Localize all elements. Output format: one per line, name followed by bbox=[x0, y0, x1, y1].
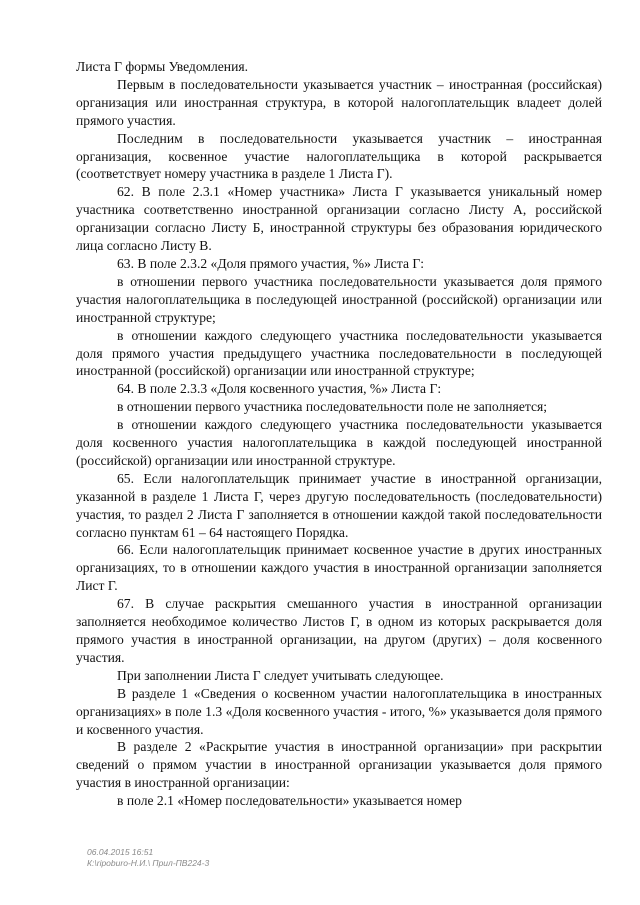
paragraph-63: 63. В поле 2.3.2 «Доля прямого участия, %» Листа Г: bbox=[117, 255, 425, 271]
paragraph-section-1: В разделе 1 «Сведения о косвенном участии налогоплательщика в иностранных организациях» в поле 1.3 «Доля косвенного участия - итого, %» указывается доля прямого и косвенного участия. bbox=[76, 685, 602, 737]
paragraph-64-first: в отношении первого участника последовательности поле не заполняется; bbox=[117, 399, 548, 415]
paragraph-first-participant: Первым в последовательности указывается участник – иностранная (российская) организация или иностранная структура, в которой налогоплательщик владеет долей прямого участия. bbox=[76, 76, 602, 128]
paragraph-67: 67. В случае раскрытия смешанного участия в иностранной организации заполняется необходимое количество Листов Г, в одном из которых раскрывается доля прямого участия в иностранной организации, на другом (других) – доля косвенного участия. bbox=[76, 596, 602, 665]
paragraph-filling-note: При заполнении Листа Г следует учитывать следующее. bbox=[117, 667, 444, 683]
paragraph-continuation: Листа Г формы Уведомления. bbox=[76, 59, 249, 74]
paragraph-62: 62. В поле 2.3.1 «Номер участника» Листа Г указывается уникальный номер участника соответственно иностранной организации согласно Листу А, российской организации согласно Листу Б, иностранной структуры без образования юридического лица согласно Листу В. bbox=[76, 184, 602, 254]
footer-date: 06.04.2015 16:51 bbox=[87, 847, 154, 857]
paragraph-63-first: в отношении первого участника последовательности указывается доля прямого участия налогоплательщика в последующей иностранной (российской) организации или иностранной структуре; bbox=[76, 273, 602, 325]
document-body bbox=[76, 58, 602, 810]
page-footer bbox=[87, 847, 209, 869]
paragraph-last-participant: Последним в последовательности указывается участник – иностранная организация, косвенное участие налогоплательщика в которой раскрывается (соответствует номеру участника в разделе 1 Листа Г). bbox=[76, 130, 602, 182]
paragraph-64-next: в отношении каждого следующего участника последовательности указывается доля косвенного участия налогоплательщика в каждой последующей иностранной (российской) организации или иностранной структуре. bbox=[76, 417, 602, 468]
paragraph-66: 66. Если налогоплательщик принимает косвенное участие в других иностранных организациях, то в отношении каждого участия в иностранной организации заполняется Лист Г. bbox=[76, 542, 602, 594]
footer-file-path: К:\ripoburo-Н.И.\ Прил-ПВ224-3 bbox=[87, 858, 210, 868]
paragraph-section-2: В разделе 2 «Раскрытие участия в иностранной организации» при раскрытии сведений о прямом участии в иностранной организации указывается доля прямого участия в иностранной организации: bbox=[76, 739, 602, 791]
paragraph-64: 64. В поле 2.3.3 «Доля косвенного участия, %» Листа Г: bbox=[117, 381, 442, 397]
paragraph-63-next: в отношении каждого следующего участника последовательности указывается доля прямого участия предыдущего участника последовательности в последующей иностранной (российской) организации или иностранной структуре; bbox=[76, 327, 602, 379]
paragraph-65: 65. Если налогоплательщик принимает участие в иностранной организации, указанной в разделе 1 Листа Г, через другую последовательность (последовательности) участия, то раздел 2 Листа Г заполняется в отношении каждой такой последовательности согласно пунктам 61 – 64 настоящего Порядка. bbox=[76, 470, 602, 540]
paragraph-field-2-1: в поле 2.1 «Номер последовательности» указывается номер bbox=[117, 793, 462, 809]
